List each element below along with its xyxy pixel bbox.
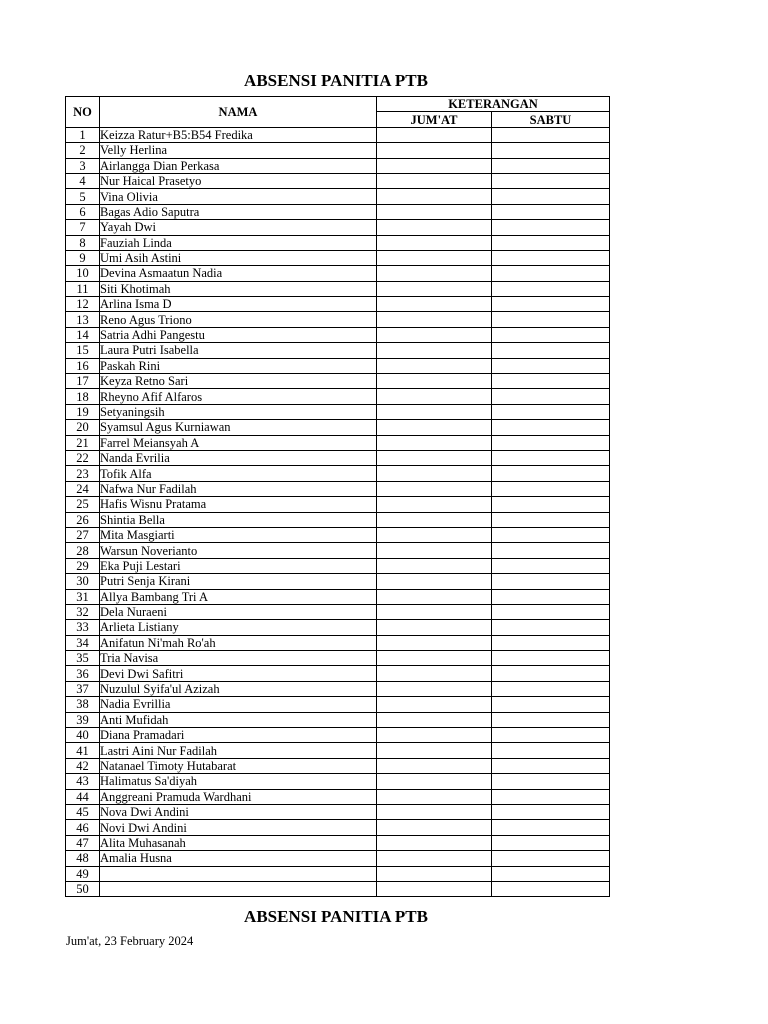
row-sabtu-cell bbox=[492, 881, 610, 896]
row-number-cell: 41 bbox=[66, 743, 100, 758]
row-number-cell: 5 bbox=[66, 189, 100, 204]
row-number-cell: 4 bbox=[66, 173, 100, 188]
row-sabtu-cell bbox=[492, 804, 610, 819]
table-row bbox=[66, 312, 610, 327]
row-jumat-cell bbox=[377, 158, 492, 173]
row-number-cell: 16 bbox=[66, 358, 100, 373]
row-number-cell: 7 bbox=[66, 220, 100, 235]
row-jumat-cell bbox=[377, 497, 492, 512]
row-number-cell: 49 bbox=[66, 866, 100, 881]
row-number-cell: 34 bbox=[66, 635, 100, 650]
table-row bbox=[66, 389, 610, 404]
row-sabtu-cell bbox=[492, 358, 610, 373]
row-jumat-cell bbox=[377, 543, 492, 558]
row-number-cell: 25 bbox=[66, 497, 100, 512]
row-number-cell: 45 bbox=[66, 804, 100, 819]
row-number-cell: 24 bbox=[66, 481, 100, 496]
row-name-cell: Siti Khotimah bbox=[100, 281, 377, 296]
row-sabtu-cell bbox=[492, 420, 610, 435]
table-row bbox=[66, 266, 610, 281]
document-title: ABSENSI PANITIA PTB bbox=[244, 71, 428, 90]
row-jumat-cell bbox=[377, 651, 492, 666]
row-name-cell: Diana Pramadari bbox=[100, 728, 377, 743]
row-name-cell: Yayah Dwi bbox=[100, 220, 377, 235]
attendance-table-header bbox=[66, 97, 610, 128]
column-header-nama: NAMA bbox=[100, 97, 377, 128]
row-name-cell: Tria Navisa bbox=[100, 651, 377, 666]
row-name-cell: Syamsul Agus Kurniawan bbox=[100, 420, 377, 435]
row-number-cell: 6 bbox=[66, 204, 100, 219]
table-row bbox=[66, 651, 610, 666]
row-jumat-cell bbox=[377, 758, 492, 773]
row-jumat-cell bbox=[377, 189, 492, 204]
row-name-cell: Nuzulul Syifa'ul Azizah bbox=[100, 681, 377, 696]
row-sabtu-cell bbox=[492, 635, 610, 650]
row-name-cell: Warsun Noverianto bbox=[100, 543, 377, 558]
row-sabtu-cell bbox=[492, 728, 610, 743]
row-jumat-cell bbox=[377, 774, 492, 789]
table-row bbox=[66, 728, 610, 743]
row-number-cell: 2 bbox=[66, 143, 100, 158]
table-row bbox=[66, 250, 610, 265]
row-number-cell: 13 bbox=[66, 312, 100, 327]
row-name-cell: Halimatus Sa'diyah bbox=[100, 774, 377, 789]
row-sabtu-cell bbox=[492, 697, 610, 712]
row-sabtu-cell bbox=[492, 851, 610, 866]
row-jumat-cell bbox=[377, 420, 492, 435]
table-row bbox=[66, 774, 610, 789]
table-row bbox=[66, 835, 610, 850]
row-name-cell: Nova Dwi Andini bbox=[100, 804, 377, 819]
row-jumat-cell bbox=[377, 620, 492, 635]
row-name-cell: Anggreani Pramuda Wardhani bbox=[100, 789, 377, 804]
table-row bbox=[66, 881, 610, 896]
table-row bbox=[66, 173, 610, 188]
row-sabtu-cell bbox=[492, 281, 610, 296]
row-number-cell: 21 bbox=[66, 435, 100, 450]
row-sabtu-cell bbox=[492, 835, 610, 850]
table-row bbox=[66, 866, 610, 881]
row-name-cell bbox=[100, 881, 377, 896]
row-name-cell: Reno Agus Triono bbox=[100, 312, 377, 327]
row-number-cell: 1 bbox=[66, 127, 100, 142]
row-name-cell: Hafis Wisnu Pratama bbox=[100, 497, 377, 512]
row-name-cell: Dela Nuraeni bbox=[100, 604, 377, 619]
row-name-cell: Putri Senja Kirani bbox=[100, 574, 377, 589]
row-jumat-cell bbox=[377, 851, 492, 866]
row-sabtu-cell bbox=[492, 620, 610, 635]
table-row bbox=[66, 851, 610, 866]
row-jumat-cell bbox=[377, 266, 492, 281]
row-name-cell: Lastri Aini Nur Fadilah bbox=[100, 743, 377, 758]
table-row bbox=[66, 589, 610, 604]
row-number-cell: 48 bbox=[66, 851, 100, 866]
table-row bbox=[66, 235, 610, 250]
row-sabtu-cell bbox=[492, 497, 610, 512]
row-sabtu-cell bbox=[492, 712, 610, 727]
table-row bbox=[66, 466, 610, 481]
row-jumat-cell bbox=[377, 281, 492, 296]
row-jumat-cell bbox=[377, 743, 492, 758]
attendance-table-body bbox=[66, 127, 610, 897]
row-name-cell: Arlieta Listiany bbox=[100, 620, 377, 635]
row-number-cell: 38 bbox=[66, 697, 100, 712]
row-number-cell: 37 bbox=[66, 681, 100, 696]
row-number-cell: 46 bbox=[66, 820, 100, 835]
row-jumat-cell bbox=[377, 220, 492, 235]
row-number-cell: 35 bbox=[66, 651, 100, 666]
row-sabtu-cell bbox=[492, 312, 610, 327]
row-jumat-cell bbox=[377, 327, 492, 342]
row-sabtu-cell bbox=[492, 574, 610, 589]
row-jumat-cell bbox=[377, 343, 492, 358]
row-number-cell: 40 bbox=[66, 728, 100, 743]
row-sabtu-cell bbox=[492, 604, 610, 619]
row-jumat-cell bbox=[377, 404, 492, 419]
row-sabtu-cell bbox=[492, 666, 610, 681]
row-jumat-cell bbox=[377, 589, 492, 604]
row-number-cell: 47 bbox=[66, 835, 100, 850]
row-name-cell: Nur Haical Prasetyo bbox=[100, 173, 377, 188]
row-sabtu-cell bbox=[492, 527, 610, 542]
table-row bbox=[66, 820, 610, 835]
column-header-keterangan: KETERANGAN bbox=[377, 97, 610, 112]
table-row bbox=[66, 143, 610, 158]
footer-date: Jum'at, 23 February 2024 bbox=[66, 934, 194, 948]
row-number-cell: 28 bbox=[66, 543, 100, 558]
column-header-jumat: JUM'AT bbox=[377, 112, 492, 127]
column-header-no: NO bbox=[66, 97, 100, 128]
row-name-cell: Anti Mufidah bbox=[100, 712, 377, 727]
row-sabtu-cell bbox=[492, 220, 610, 235]
row-jumat-cell bbox=[377, 435, 492, 450]
row-jumat-cell bbox=[377, 389, 492, 404]
table-row bbox=[66, 404, 610, 419]
row-number-cell: 42 bbox=[66, 758, 100, 773]
row-jumat-cell bbox=[377, 789, 492, 804]
row-name-cell: Laura Putri Isabella bbox=[100, 343, 377, 358]
row-jumat-cell bbox=[377, 374, 492, 389]
row-number-cell: 29 bbox=[66, 558, 100, 573]
row-jumat-cell bbox=[377, 712, 492, 727]
row-name-cell: Novi Dwi Andini bbox=[100, 820, 377, 835]
row-name-cell: Setyaningsih bbox=[100, 404, 377, 419]
row-sabtu-cell bbox=[492, 743, 610, 758]
row-sabtu-cell bbox=[492, 143, 610, 158]
row-name-cell: Arlina Isma D bbox=[100, 297, 377, 312]
row-number-cell: 43 bbox=[66, 774, 100, 789]
row-number-cell: 32 bbox=[66, 604, 100, 619]
table-row bbox=[66, 666, 610, 681]
row-number-cell: 44 bbox=[66, 789, 100, 804]
table-row bbox=[66, 789, 610, 804]
row-number-cell: 17 bbox=[66, 374, 100, 389]
row-name-cell: Keizza Ratur+B5:B54 Fredika bbox=[100, 127, 377, 142]
row-name-cell: Tofik Alfa bbox=[100, 466, 377, 481]
row-name-cell: Bagas Adio Saputra bbox=[100, 204, 377, 219]
table-row bbox=[66, 558, 610, 573]
row-number-cell: 23 bbox=[66, 466, 100, 481]
row-sabtu-cell bbox=[492, 327, 610, 342]
row-name-cell: Umi Asih Astini bbox=[100, 250, 377, 265]
table-row bbox=[66, 189, 610, 204]
row-jumat-cell bbox=[377, 604, 492, 619]
row-sabtu-cell bbox=[492, 558, 610, 573]
table-row bbox=[66, 450, 610, 465]
row-sabtu-cell bbox=[492, 343, 610, 358]
row-number-cell: 22 bbox=[66, 450, 100, 465]
table-row bbox=[66, 681, 610, 696]
row-name-cell: Amalia Husna bbox=[100, 851, 377, 866]
row-jumat-cell bbox=[377, 804, 492, 819]
table-row bbox=[66, 158, 610, 173]
table-row bbox=[66, 358, 610, 373]
row-name-cell: Alita Muhasanah bbox=[100, 835, 377, 850]
row-jumat-cell bbox=[377, 481, 492, 496]
row-sabtu-cell bbox=[492, 789, 610, 804]
table-row bbox=[66, 804, 610, 819]
row-sabtu-cell bbox=[492, 774, 610, 789]
row-sabtu-cell bbox=[492, 866, 610, 881]
row-number-cell: 18 bbox=[66, 389, 100, 404]
row-number-cell: 26 bbox=[66, 512, 100, 527]
row-name-cell: Satria Adhi Pangestu bbox=[100, 327, 377, 342]
row-name-cell: Farrel Meiansyah A bbox=[100, 435, 377, 450]
row-number-cell: 30 bbox=[66, 574, 100, 589]
row-sabtu-cell bbox=[492, 374, 610, 389]
row-jumat-cell bbox=[377, 143, 492, 158]
row-sabtu-cell bbox=[492, 266, 610, 281]
row-name-cell: Nadia Evrillia bbox=[100, 697, 377, 712]
row-jumat-cell bbox=[377, 835, 492, 850]
row-jumat-cell bbox=[377, 450, 492, 465]
row-name-cell: Natanael Timoty Hutabarat bbox=[100, 758, 377, 773]
row-number-cell: 14 bbox=[66, 327, 100, 342]
row-sabtu-cell bbox=[492, 466, 610, 481]
row-name-cell: Shintia Bella bbox=[100, 512, 377, 527]
row-sabtu-cell bbox=[492, 250, 610, 265]
row-sabtu-cell bbox=[492, 297, 610, 312]
row-number-cell: 31 bbox=[66, 589, 100, 604]
row-name-cell: Anifatun Ni'mah Ro'ah bbox=[100, 635, 377, 650]
row-jumat-cell bbox=[377, 820, 492, 835]
table-row bbox=[66, 127, 610, 142]
row-name-cell: Keyza Retno Sari bbox=[100, 374, 377, 389]
row-number-cell: 33 bbox=[66, 620, 100, 635]
table-row bbox=[66, 374, 610, 389]
row-jumat-cell bbox=[377, 358, 492, 373]
row-number-cell: 39 bbox=[66, 712, 100, 727]
row-name-cell: Mita Masgiarti bbox=[100, 527, 377, 542]
row-number-cell: 9 bbox=[66, 250, 100, 265]
row-sabtu-cell bbox=[492, 481, 610, 496]
row-sabtu-cell bbox=[492, 681, 610, 696]
table-row bbox=[66, 343, 610, 358]
table-row bbox=[66, 697, 610, 712]
document-title-repeat: ABSENSI PANITIA PTB bbox=[244, 907, 428, 926]
table-row bbox=[66, 204, 610, 219]
row-sabtu-cell bbox=[492, 450, 610, 465]
row-sabtu-cell bbox=[492, 820, 610, 835]
table-row bbox=[66, 512, 610, 527]
row-name-cell: Allya Bambang Tri A bbox=[100, 589, 377, 604]
row-jumat-cell bbox=[377, 697, 492, 712]
row-sabtu-cell bbox=[492, 127, 610, 142]
row-jumat-cell bbox=[377, 574, 492, 589]
row-sabtu-cell bbox=[492, 173, 610, 188]
row-jumat-cell bbox=[377, 512, 492, 527]
row-name-cell: Velly Herlina bbox=[100, 143, 377, 158]
table-row bbox=[66, 543, 610, 558]
row-jumat-cell bbox=[377, 881, 492, 896]
row-name-cell: Vina Olivia bbox=[100, 189, 377, 204]
row-sabtu-cell bbox=[492, 543, 610, 558]
row-number-cell: 12 bbox=[66, 297, 100, 312]
table-row bbox=[66, 635, 610, 650]
row-jumat-cell bbox=[377, 204, 492, 219]
row-name-cell: Devina Asmaatun Nadia bbox=[100, 266, 377, 281]
column-header-sabtu: SABTU bbox=[492, 112, 610, 127]
row-jumat-cell bbox=[377, 127, 492, 142]
row-name-cell: Airlangga Dian Perkasa bbox=[100, 158, 377, 173]
row-number-cell: 27 bbox=[66, 527, 100, 542]
row-jumat-cell bbox=[377, 558, 492, 573]
row-number-cell: 10 bbox=[66, 266, 100, 281]
row-sabtu-cell bbox=[492, 404, 610, 419]
row-name-cell: Rheyno Afif Alfaros bbox=[100, 389, 377, 404]
row-jumat-cell bbox=[377, 666, 492, 681]
table-row bbox=[66, 712, 610, 727]
row-number-cell: 19 bbox=[66, 404, 100, 419]
table-row bbox=[66, 420, 610, 435]
table-row bbox=[66, 497, 610, 512]
row-sabtu-cell bbox=[492, 758, 610, 773]
table-row bbox=[66, 220, 610, 235]
row-jumat-cell bbox=[377, 635, 492, 650]
row-sabtu-cell bbox=[492, 589, 610, 604]
row-name-cell: Fauziah Linda bbox=[100, 235, 377, 250]
row-name-cell bbox=[100, 866, 377, 881]
table-row bbox=[66, 527, 610, 542]
row-number-cell: 8 bbox=[66, 235, 100, 250]
table-row bbox=[66, 620, 610, 635]
table-row bbox=[66, 435, 610, 450]
row-name-cell: Eka Puji Lestari bbox=[100, 558, 377, 573]
row-sabtu-cell bbox=[492, 158, 610, 173]
row-sabtu-cell bbox=[492, 512, 610, 527]
table-row bbox=[66, 758, 610, 773]
row-sabtu-cell bbox=[492, 651, 610, 666]
row-number-cell: 36 bbox=[66, 666, 100, 681]
table-row bbox=[66, 281, 610, 296]
row-jumat-cell bbox=[377, 466, 492, 481]
row-number-cell: 20 bbox=[66, 420, 100, 435]
row-number-cell: 15 bbox=[66, 343, 100, 358]
row-number-cell: 11 bbox=[66, 281, 100, 296]
row-jumat-cell bbox=[377, 297, 492, 312]
row-jumat-cell bbox=[377, 250, 492, 265]
row-number-cell: 50 bbox=[66, 881, 100, 896]
row-jumat-cell bbox=[377, 173, 492, 188]
attendance-table bbox=[65, 96, 610, 897]
row-sabtu-cell bbox=[492, 435, 610, 450]
table-row bbox=[66, 481, 610, 496]
row-jumat-cell bbox=[377, 681, 492, 696]
row-jumat-cell bbox=[377, 312, 492, 327]
row-jumat-cell bbox=[377, 728, 492, 743]
row-sabtu-cell bbox=[492, 389, 610, 404]
row-number-cell: 3 bbox=[66, 158, 100, 173]
row-sabtu-cell bbox=[492, 235, 610, 250]
table-row bbox=[66, 297, 610, 312]
table-row bbox=[66, 743, 610, 758]
row-name-cell: Paskah Rini bbox=[100, 358, 377, 373]
row-name-cell: Nanda Evrilia bbox=[100, 450, 377, 465]
row-name-cell: Devi Dwi Safitri bbox=[100, 666, 377, 681]
row-jumat-cell bbox=[377, 866, 492, 881]
row-sabtu-cell bbox=[492, 189, 610, 204]
row-jumat-cell bbox=[377, 527, 492, 542]
row-jumat-cell bbox=[377, 235, 492, 250]
table-row bbox=[66, 327, 610, 342]
table-row bbox=[66, 604, 610, 619]
row-name-cell: Nafwa Nur Fadilah bbox=[100, 481, 377, 496]
table-row bbox=[66, 574, 610, 589]
row-sabtu-cell bbox=[492, 204, 610, 219]
